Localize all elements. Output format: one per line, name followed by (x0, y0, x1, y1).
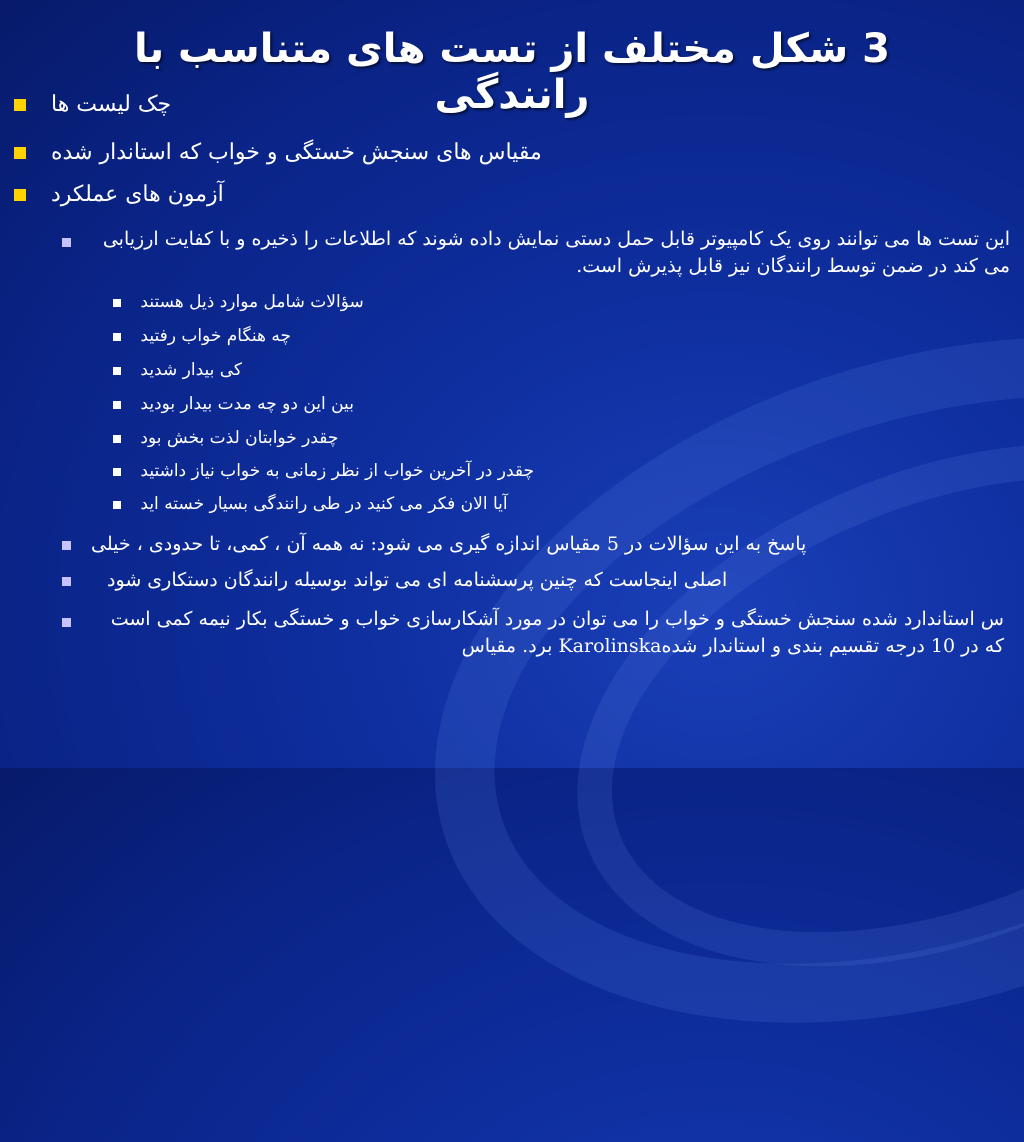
list-item: اصلی اینجاست که چنین پرسشنامه ای می تواند بوسیله رانندگان دستکاری شود (62, 569, 727, 591)
paragraph: این تست ها می توانند روی یک کامپیوتر قابل حمل دستی نمایش داده شوند که اطلاعات را ذخیره و با کفایت ارزیابی می کند در ضمن توسط رانندگان نیز قابل پذیرش است. (102, 228, 1010, 277)
list-item: چقدر خوابتان لذت بخش بود (113, 428, 338, 448)
list-item: بین این دو چه مدت بیدار بودید (113, 394, 354, 414)
bullet-icon (113, 367, 121, 375)
list-item: چه هنگام خواب رفتید (113, 326, 291, 346)
bullet-icon (62, 577, 71, 586)
slide-title: 3 شکل مختلف از تست های متناسب با رانندگی (134, 26, 890, 118)
bullet-icon (113, 401, 121, 409)
bullet-icon (62, 238, 71, 247)
list-item: پاسخ به این سؤالات در 5 مقیاس اندازه گیری می شود: نه همه آن ، کمی، تا حدودی ، خیلی (62, 533, 806, 555)
paragraph: س استاندارد شده سنجش خستگی و خواب را می توان در مورد آشکارسازی خواب و خستگی بکار نیمه کمی است که در 10 درجه تقسیم بندی و استاندار شدهKarolinska برد. مقیاس (110, 608, 1004, 657)
list-item: سؤالات شامل موارد ذیل هستند (113, 292, 364, 312)
list-item: آیا الان فکر می کنید در طی رانندگی بسیار خسته اید (113, 494, 508, 514)
bullet-icon (113, 468, 121, 476)
bullet-icon (14, 99, 26, 111)
list-item: چقدر در آخرین خواب از نظر زمانی به خواب نیاز داشتید (113, 461, 534, 481)
list-item: آزمون های عملکرد (14, 182, 224, 207)
bullet-icon (113, 435, 121, 443)
list-item: مقیاس های سنجش خستگی و خواب که استاندار شده (14, 140, 542, 165)
bullet-icon (62, 541, 71, 550)
bullet-icon (113, 299, 121, 307)
list-item: چک لیست ها (14, 92, 171, 117)
bullet-icon (14, 189, 26, 201)
bullet-icon (62, 618, 71, 627)
bullet-icon (113, 333, 121, 341)
bullet-icon (14, 147, 26, 159)
list-item: کی بیدار شدید (113, 360, 242, 380)
bullet-icon (113, 501, 121, 509)
